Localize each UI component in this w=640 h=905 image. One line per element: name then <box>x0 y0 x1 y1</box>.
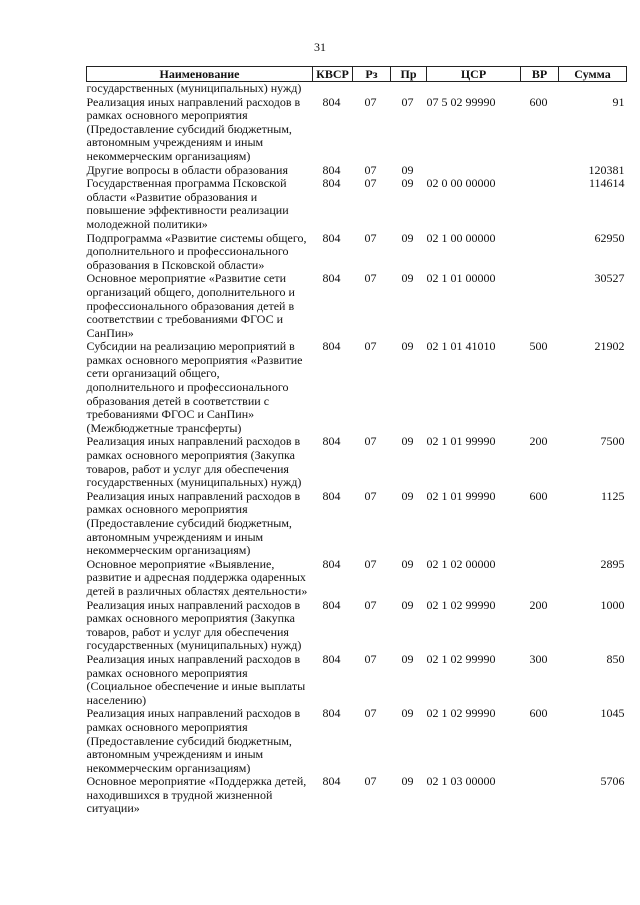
cell-sum: 2895 <box>600 556 625 571</box>
cell-pr: 09 <box>401 434 414 449</box>
cell-rz: 07 <box>364 597 377 612</box>
cell-vr <box>521 164 559 178</box>
cell-sum: 91 <box>612 94 625 109</box>
cell-pr: 09 <box>401 597 414 612</box>
cell-kvsr: 804 <box>322 706 341 721</box>
cell-rz: 07 <box>364 339 377 354</box>
table-header <box>87 67 627 82</box>
cell-csr: 02 1 02 99990 <box>426 706 496 721</box>
table-row <box>87 435 627 489</box>
header-name: Наименование <box>87 67 313 82</box>
table-row <box>87 599 627 653</box>
cell-name: Основное мероприятие «Выявление, развитие и адресная поддержка одаренных детей в различных областях деятельности» <box>86 556 308 598</box>
cell-pr: 09 <box>401 176 414 191</box>
cell-rz: 07 <box>364 162 377 177</box>
cell-rz: 07 <box>364 488 377 503</box>
cell-csr: 02 1 02 99990 <box>426 597 496 612</box>
cell-pr: 09 <box>401 271 414 286</box>
cell-csr: 02 1 00 00000 <box>426 230 496 245</box>
table-row <box>87 490 627 558</box>
cell-name: Реализация иных направлений расходов в рамках основного мероприятия (Закупка товаров, работ и услуг для обеспечения государственных (муниципальных) нужд) <box>86 434 302 490</box>
table-row <box>87 558 627 599</box>
cell-name: Подпрограмма «Развитие системы общего, дополнительного и профессионального образования в Псковской области» <box>86 230 307 272</box>
cell-rz: 07 <box>364 94 377 109</box>
cell-name: государственных (муниципальных) нужд) <box>86 81 302 95</box>
cell-kvsr: 804 <box>322 556 341 571</box>
table-row <box>87 272 627 340</box>
cell-rz: 07 <box>364 271 377 286</box>
header-sum: Сумма <box>559 67 627 82</box>
cell-csr: 02 1 01 99990 <box>426 434 496 449</box>
cell-csr <box>427 164 521 178</box>
cell-rz: 07 <box>364 230 377 245</box>
table-row <box>87 177 627 231</box>
cell-kvsr: 804 <box>322 597 341 612</box>
cell-name: Реализация иных направлений расходов в рамках основного мероприятия (Предоставление субсидий бюджетным, автономным учреждениям и иным некоммерческим организациям) <box>86 706 301 775</box>
cell-pr: 09 <box>401 339 414 354</box>
cell-name: Другие вопросы в области образования <box>86 162 288 177</box>
cell-name: Реализация иных направлений расходов в рамках основного мероприятия (Социальное обеспечение и иные выплаты населению) <box>86 651 306 707</box>
table-row <box>87 96 627 164</box>
cell-pr: 07 <box>401 94 414 109</box>
cell-sum: 21902 <box>594 339 625 354</box>
cell-vr <box>521 177 559 231</box>
table-body <box>87 82 627 817</box>
cell-pr: 09 <box>401 556 414 571</box>
table-row <box>87 82 627 96</box>
cell-vr: 600 <box>529 706 548 721</box>
header-rz: Рз <box>353 67 391 82</box>
cell-name: Основное мероприятие «Поддержка детей, находившихся в трудной жизненной ситуации» <box>86 774 307 816</box>
cell-sum: 7500 <box>600 434 625 449</box>
cell-name: Государственная программа Псковской области «Развитие образования и повышение эффективности реализации молодежной политики» <box>86 176 289 231</box>
cell-vr: 500 <box>529 339 548 354</box>
cell-pr: 09 <box>401 651 414 666</box>
cell-sum: 5706 <box>600 774 625 789</box>
cell-csr: 02 1 01 00000 <box>426 271 496 286</box>
cell-vr <box>521 558 559 599</box>
cell-rz: 07 <box>364 774 377 789</box>
cell-csr: 02 1 01 41010 <box>426 339 496 354</box>
cell-csr: 02 1 02 00000 <box>426 556 496 571</box>
page-number: 31 <box>314 40 326 54</box>
cell-rz: 07 <box>364 556 377 571</box>
budget-table <box>86 66 627 816</box>
cell-csr: 02 1 02 99990 <box>426 651 496 666</box>
table-row <box>87 340 627 435</box>
cell-vr: 200 <box>529 434 548 449</box>
cell-pr: 09 <box>401 162 414 177</box>
table-row <box>87 232 627 273</box>
cell-vr: 300 <box>529 651 548 666</box>
cell-rz: 07 <box>364 706 377 721</box>
cell-sum <box>559 82 627 96</box>
cell-rz: 07 <box>364 176 377 191</box>
cell-sum: 1000 <box>600 597 625 612</box>
cell-name: Основное мероприятие «Развитие сети организаций общего, дополнительного и профессионального образования детей в соответствии с требованиями ФГОС и СанПин» <box>86 271 295 340</box>
header-pr: Пр <box>391 67 427 82</box>
cell-kvsr: 804 <box>322 488 341 503</box>
cell-kvsr <box>313 82 353 96</box>
cell-csr: 02 0 00 00000 <box>426 176 496 191</box>
cell-vr <box>521 272 559 340</box>
table-row <box>87 653 627 707</box>
header-csr: ЦСР <box>427 67 521 82</box>
cell-rz: 07 <box>364 434 377 449</box>
cell-pr: 09 <box>401 774 414 789</box>
cell-kvsr: 804 <box>322 339 341 354</box>
cell-csr: 02 1 01 99990 <box>426 488 496 503</box>
cell-kvsr: 804 <box>322 94 341 109</box>
cell-name: Реализация иных направлений расходов в рамках основного мероприятия (Предоставление субсидий бюджетным, автономным учреждениям и иным некоммерческим организациям) <box>86 488 301 558</box>
cell-csr: 07 5 02 99990 <box>426 94 496 109</box>
cell-kvsr: 804 <box>322 162 341 177</box>
table-row <box>87 164 627 178</box>
cell-pr: 09 <box>401 230 414 245</box>
cell-pr <box>391 82 427 96</box>
cell-pr: 09 <box>401 706 414 721</box>
cell-name: Реализация иных направлений расходов в рамках основного мероприятия (Закупка товаров, работ и услуг для обеспечения государственных (муниципальных) нужд) <box>86 597 302 653</box>
cell-vr: 600 <box>529 488 548 503</box>
cell-kvsr: 804 <box>322 651 341 666</box>
cell-rz: 07 <box>364 651 377 666</box>
cell-sum: 120381 <box>588 162 625 177</box>
cell-kvsr: 804 <box>322 434 341 449</box>
cell-kvsr: 804 <box>322 176 341 191</box>
header-vr: ВР <box>521 67 559 82</box>
cell-sum: 1045 <box>600 706 625 721</box>
table-row <box>87 707 627 775</box>
cell-vr <box>521 232 559 273</box>
cell-kvsr: 804 <box>322 230 341 245</box>
cell-name: Субсидии на реализацию мероприятий в рамках основного мероприятия «Развитие сети организаций общего, дополнительного и профессионального образования детей в соответствии с требованиями ФГОС и СанПин» (Межбюджетные трансферты) <box>86 339 303 435</box>
cell-csr <box>427 82 521 96</box>
cell-sum: 114614 <box>588 176 625 191</box>
cell-sum: 62950 <box>594 230 625 245</box>
cell-kvsr: 804 <box>322 774 341 789</box>
cell-vr <box>521 775 559 816</box>
cell-sum: 1125 <box>600 488 625 503</box>
cell-sum: 30527 <box>594 271 625 286</box>
table-row <box>87 775 627 816</box>
cell-vr: 200 <box>529 597 548 612</box>
cell-vr <box>521 82 559 96</box>
cell-rz <box>353 82 391 96</box>
cell-sum: 850 <box>606 651 625 666</box>
cell-kvsr: 804 <box>322 271 341 286</box>
cell-csr: 02 1 03 00000 <box>426 774 496 789</box>
header-kvsr: КВСР <box>313 67 353 82</box>
cell-pr: 09 <box>401 488 414 503</box>
cell-vr: 600 <box>529 94 548 109</box>
cell-name: Реализация иных направлений расходов в рамках основного мероприятия (Предоставление субсидий бюджетным, автономным учреждениям и иным некоммерческим организациям) <box>86 94 301 163</box>
